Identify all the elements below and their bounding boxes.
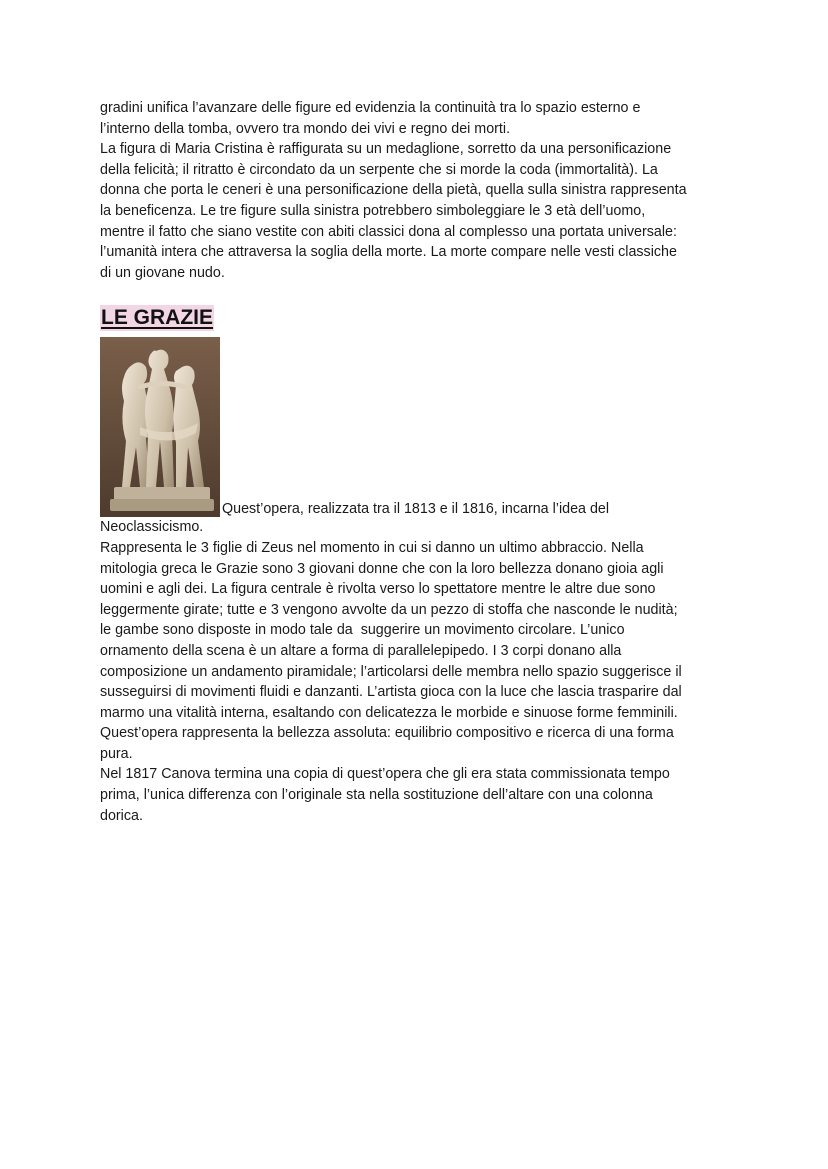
intro-line: mentre il fatto che siano vestite con abiti classici dona al complesso una portata universale: (100, 223, 677, 240)
intro-line: donna che porta le ceneri è una personificazione della pietà, quella sulla sinistra rappresenta (100, 182, 687, 199)
body-line: Quest’opera rappresenta la bellezza assoluta: equilibrio compositivo e ricerca di una forma (100, 725, 674, 742)
body-line: mitologia greca le Grazie sono 3 giovani donne che con la loro bellezza donano gioia agli (100, 560, 664, 577)
section-heading: LE GRAZIE (101, 306, 214, 330)
intro-line: di un giovane nudo. (100, 264, 225, 281)
intro-line: gradini unifica l’avanzare delle figure ed evidenzia la continuità tra lo spazio esterno e (100, 100, 641, 116)
body-line: Nel 1817 Canova termina una copia di quest’opera che gli era stata commissionata tempo (100, 766, 670, 783)
body-line: le gambe sono disposte in modo tale da suggerire un movimento circolare. L’unico (100, 622, 625, 639)
body-line: Rappresenta le 3 figlie di Zeus nel momento in cui si danno un ultimo abbraccio. Nella (100, 539, 644, 556)
body-line: composizione un andamento piramidale; l’articolarsi delle membra nello spazio suggerisce il (100, 663, 682, 680)
image-row (100, 337, 740, 517)
body-line: susseguirsi di movimenti fluidi e danzanti. L’artista gioca con la luce che lascia trasparire dal (100, 684, 682, 701)
document-page (100, 98, 740, 826)
body-line: leggermente girate; tutte e 3 vengono avvolte da un pezzo di stoffa che nasconde le nudità; (100, 601, 678, 618)
body-line: dorica. (100, 807, 143, 824)
body-line: ornamento della scena è un altare a forma di parallelepipedo. I 3 corpi donano alla (100, 642, 622, 659)
caption-continuation: Neoclassicismo. (100, 519, 204, 536)
body-line: uomini e agli dei. La figura centrale è rivolta verso lo spettatore mentre le altre due sono (100, 581, 656, 598)
three-graces-statue-image (100, 337, 220, 517)
intro-line: la beneficenza. Le tre figure sulla sinistra potrebbero simboleggiare le 3 età dell’uomo, (100, 202, 646, 219)
intro-line: della felicità; il ritratto è circondato da un serpente che si morde la coda (immortalità). La (100, 161, 658, 178)
intro-line: La figura di Maria Cristina è raffigurata su un medaglione, sorretto da una personificazione (100, 141, 672, 158)
intro-paragraph (100, 98, 740, 283)
intro-line: l’interno della tomba, ovvero tra mondo dei vivi e regno dei morti. (100, 120, 511, 137)
body-line: prima, l’unica differenza con l’originale sta nella sostituzione dell’altare con una colonna (100, 787, 653, 804)
body-line: pura. (100, 745, 133, 762)
image-caption: Quest’opera, realizzata tra il 1813 e il 1816, incarna l’idea del (222, 500, 610, 517)
intro-line: l’umanità intera che attraversa la soglia della morte. La morte compare nelle vesti classiche (100, 244, 677, 261)
section-body (100, 538, 740, 826)
body-line: marmo una vitalità interna, esaltando con delicatezza le morbide e sinuose forme femminili. (100, 704, 678, 721)
